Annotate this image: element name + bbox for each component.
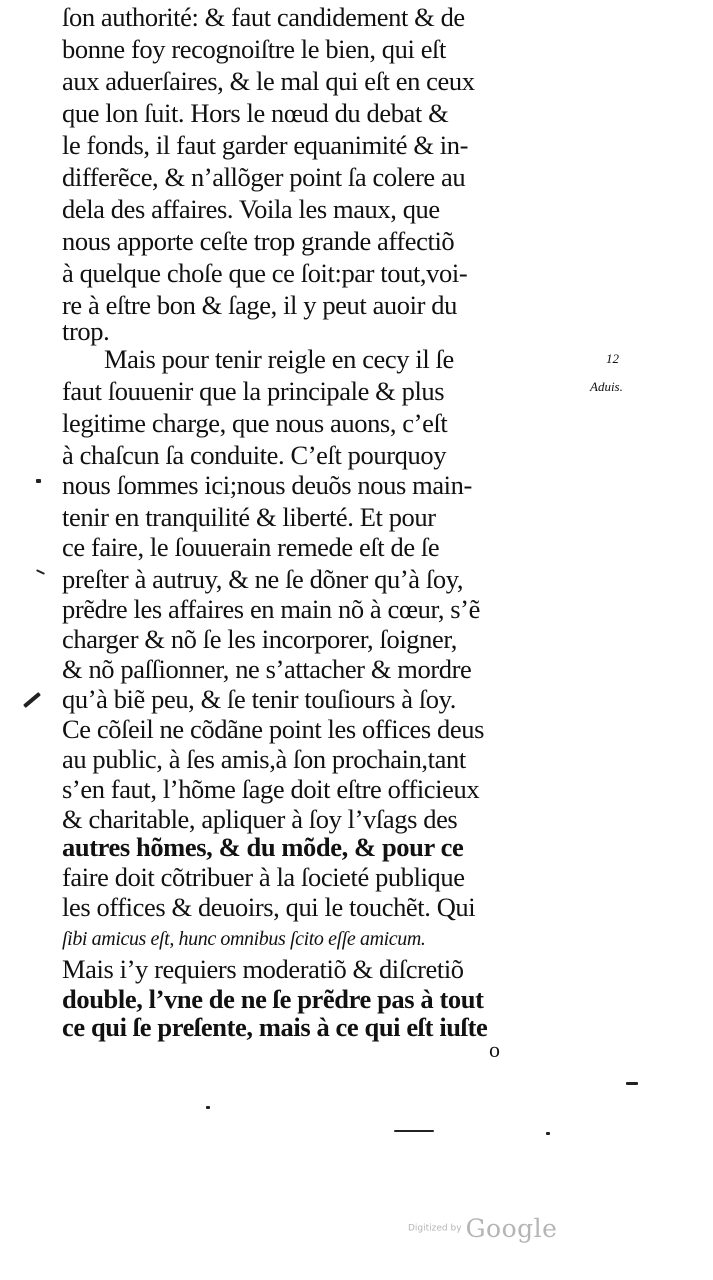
ink-speck [23, 692, 41, 708]
text-line-14: legitime charge, que nous auons, c’eſt [62, 408, 448, 438]
text-line-21: charger & nõ ſe les incorporer, ſoigner, [62, 624, 457, 654]
text-line-20: prẽdre les affaires en main nõ à cœur, s’ẽ [62, 594, 480, 624]
text-line-13: faut ſouuenir que la principale & plus [62, 376, 445, 406]
text-line-6: differẽce, & n’allõger point ſa colere au [62, 162, 466, 192]
text-line-12: Mais pour tenir reigle en cecy il ſe [104, 344, 454, 374]
ink-speck [36, 569, 45, 575]
text-line-27: & charitable, apliquer à ſoy l’vſags des [62, 804, 458, 834]
text-line-10: re à eſtre bon & ſage, il y peut auoir du [62, 290, 457, 320]
text-line-25: au public, à ſes amis,à ſon prochain,tant [62, 744, 466, 774]
text-line-33: double, l’vne de ne ſe prẽdre pas à tout [62, 984, 484, 1014]
ink-speck [206, 1106, 210, 1109]
text-line-5: le fonds, il faut garder equanimité & in- [62, 130, 468, 160]
text-line-31-latin: ſibi amicus eſt, hunc omnibus ſcito eſſe amicum. [62, 928, 426, 950]
text-line-4: que lon ſuit. Hors le nœud du debat & [62, 98, 449, 128]
text-line-7: dela des affaires. Voila les maux, que [62, 194, 440, 224]
text-line-1: ſon authorité: & faut candidement & de [62, 2, 465, 32]
ink-speck [546, 1132, 550, 1135]
text-line-34: ce qui ſe preſente, mais à ce qui eſt iuſte [62, 1012, 488, 1042]
ink-speck [394, 1130, 434, 1132]
margin-number: 12 [606, 351, 619, 366]
text-line-16: nous ſommes ici;nous deuõs nous main- [62, 470, 472, 500]
watermark-brand: Google [465, 1214, 558, 1243]
text-line-15: à chaſcun ſa conduite. C’eſt pourquoy [62, 440, 447, 470]
text-line-30: les offices & deuoirs, qui le touchẽt. Qui [62, 892, 476, 922]
text-line-8: nous apporte ceſte trop grande affectiõ [62, 226, 455, 256]
text-line-2: bonne foy recognoiſtre le bien, qui eſt [62, 34, 446, 64]
text-line-24: Ce cõſeil ne cõdãne point les offices deus [62, 714, 485, 744]
text-line-11: trop. [62, 316, 110, 346]
signature-mark: o [489, 1037, 500, 1062]
text-line-23: qu’à biẽ peu, & ſe tenir touſiours à ſoy. [62, 684, 457, 714]
text-line-22: & nõ paſſionner, ne s’attacher & mordre [62, 654, 472, 684]
text-line-9: à quelque choſe que ce ſoit:par tout,voi- [62, 258, 468, 288]
text-line-32: Mais i’y requiers moderatiõ & diſcretiõ [62, 954, 464, 984]
digitized-watermark [408, 1214, 557, 1243]
text-line-26: s’en faut, l’hõme ſage doit eſtre officieux [62, 774, 480, 804]
ink-speck [36, 479, 41, 483]
text-line-28: autres hõmes, & du mõde, & pour ce [62, 832, 464, 862]
text-line-17: tenir en tranquilité & liberté. Et pour [62, 502, 436, 532]
margin-note-aduis: Aduis. [590, 379, 623, 394]
text-line-18: ce faire, le ſouuerain remede eſt de ſe [62, 532, 440, 562]
text-line-19: preſter à autruy, & ne ſe dõner qu’à ſoy, [62, 564, 464, 594]
text-line-29: faire doit cõtribuer à la ſocieté publique [62, 862, 465, 892]
ink-speck [626, 1082, 638, 1085]
text-line-3: aux aduerſaires, & le mal qui eſt en ceux [62, 66, 475, 96]
watermark-prefix: Digitized by [408, 1223, 462, 1234]
